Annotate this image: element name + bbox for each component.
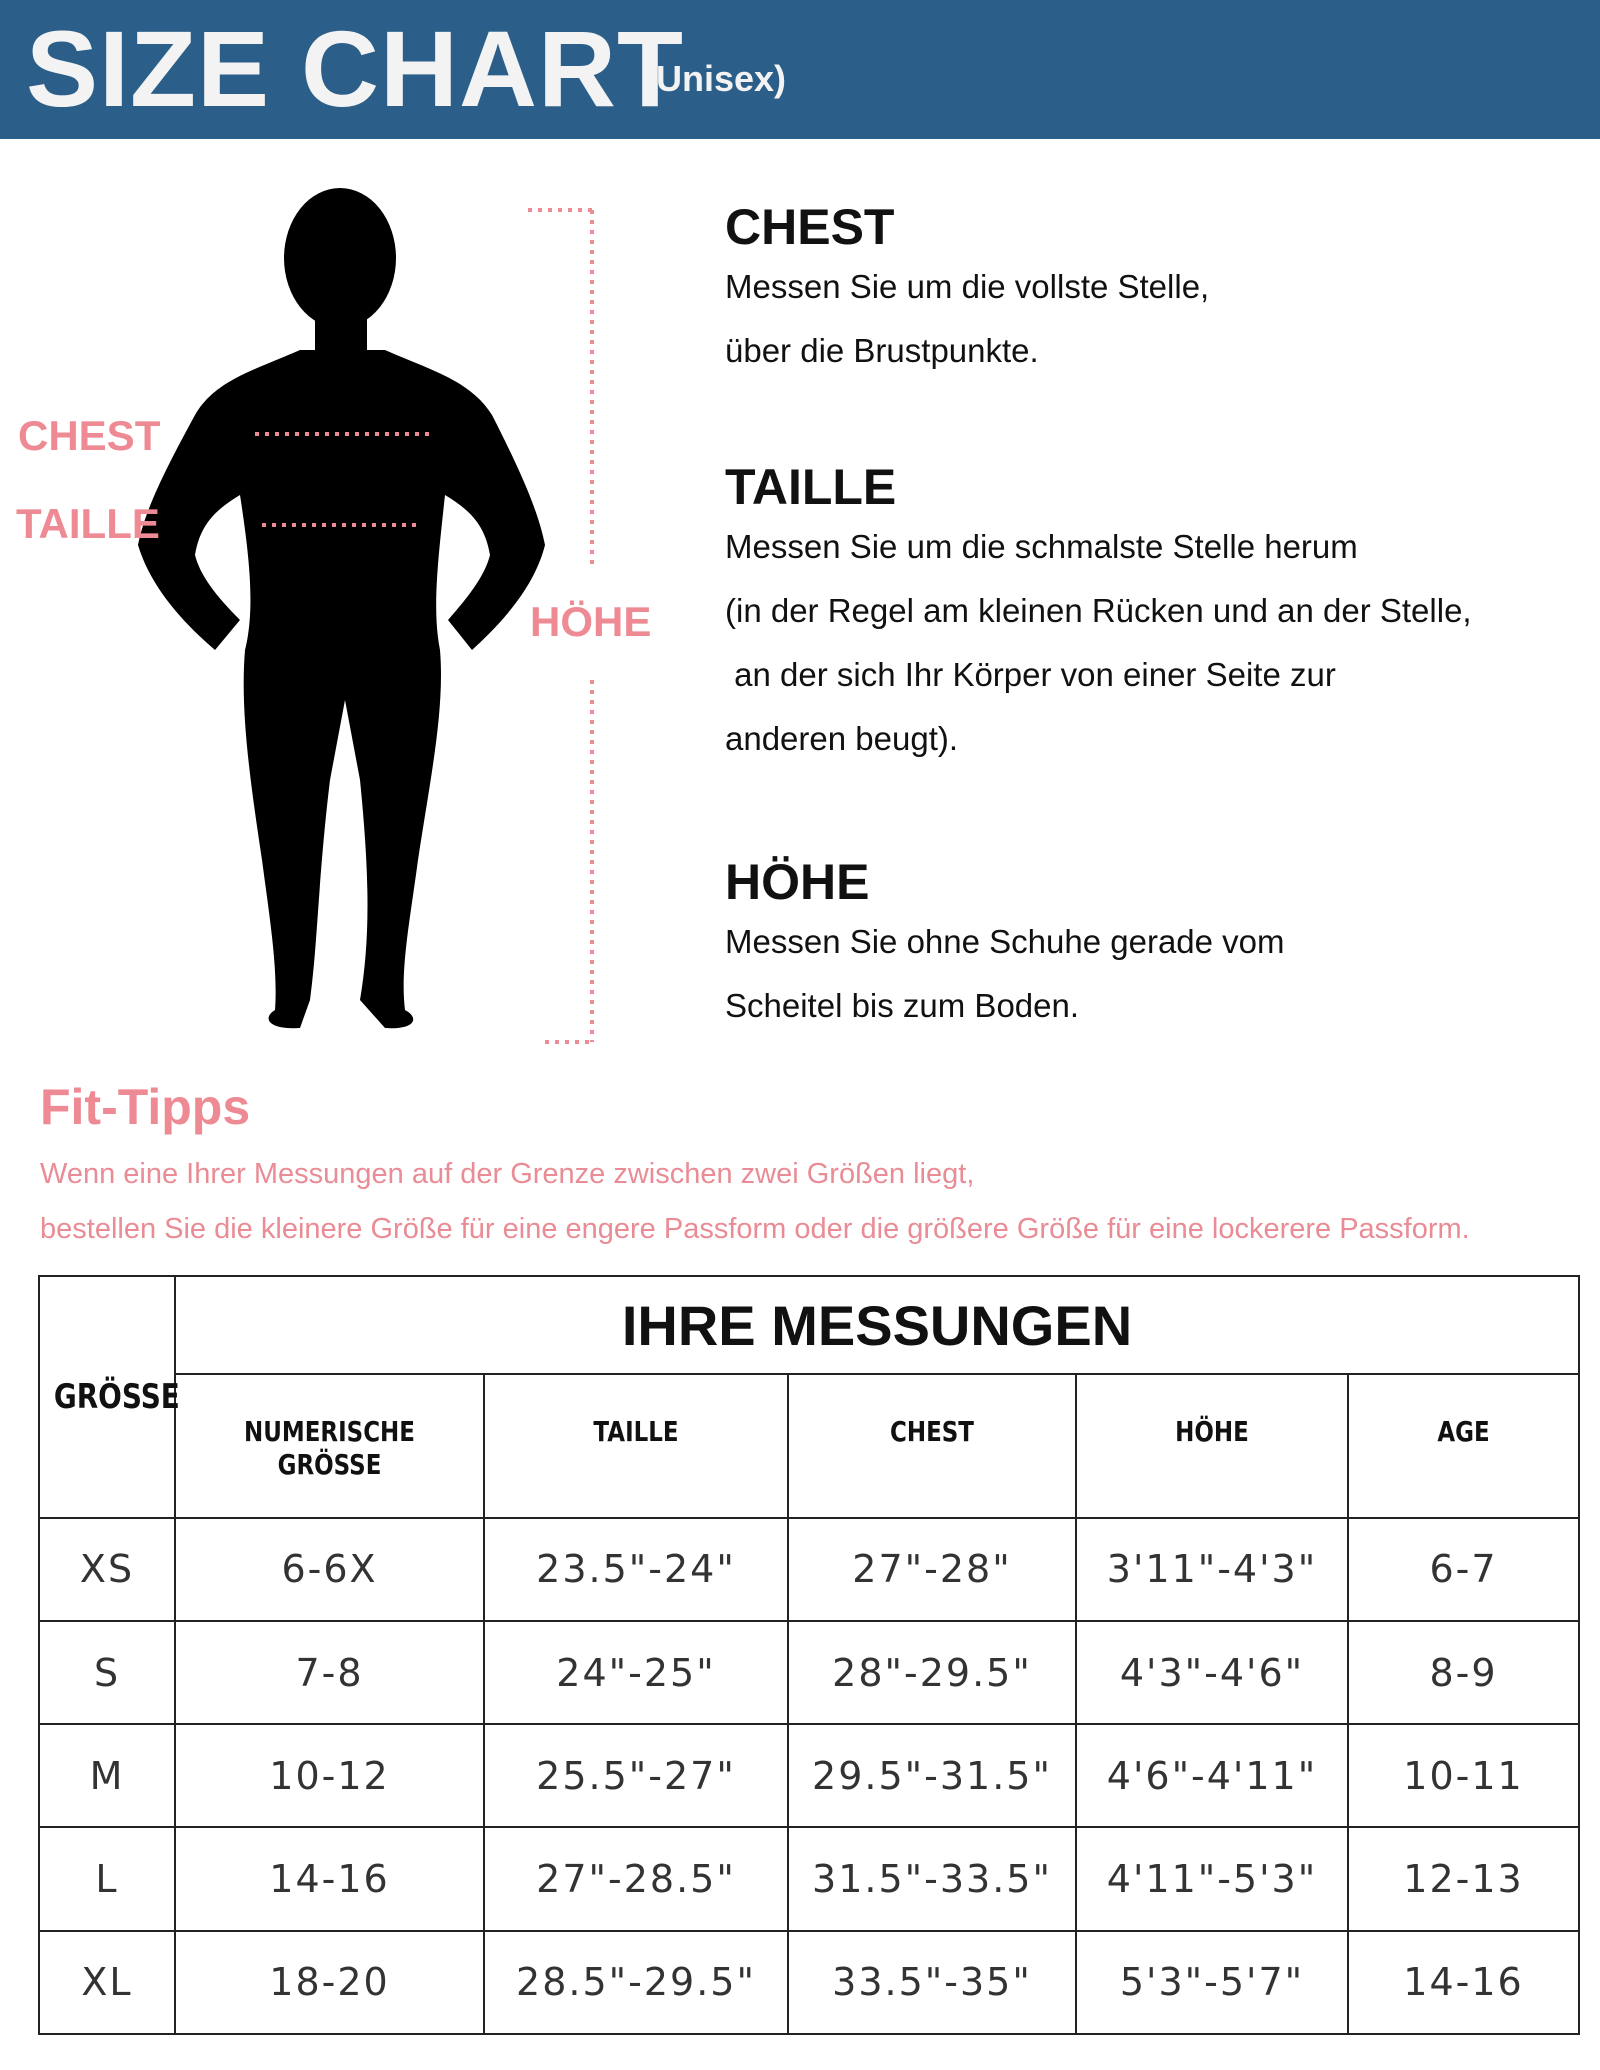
section-taille	[725, 460, 1575, 771]
section-line: über die Brustpunkte.	[725, 332, 1039, 369]
table-cell: 7-8	[175, 1621, 484, 1724]
table-cell-size: XS	[39, 1518, 175, 1621]
column-header-waist: TAILLE	[484, 1374, 788, 1518]
section-line: Messen Sie um die schmalste Stelle herum	[725, 528, 1358, 565]
figure-label-hoehe: HÖHE	[530, 598, 652, 645]
table-cell: 18-20	[175, 1931, 484, 2034]
fit-tips-line: bestellen Sie die kleinere Größe für eine engere Passform oder die größere Größe für eine lockerere Passform.	[40, 1213, 1470, 1245]
table-cell: 29.5"-31.5"	[788, 1724, 1076, 1827]
table-cell: 4'11"-5'3"	[1076, 1827, 1348, 1930]
table-cell: 14-16	[1348, 1931, 1579, 2034]
column-header-height: HÖHE	[1076, 1374, 1348, 1518]
table-cell: 23.5"-24"	[484, 1518, 788, 1621]
section-line: Messen Sie ohne Schuhe gerade vom	[725, 923, 1285, 960]
section-line: an der sich Ihr Körper von einer Seite zur	[725, 656, 1336, 693]
table-cell: 25.5"-27"	[484, 1724, 788, 1827]
table-cell: 6-7	[1348, 1518, 1579, 1621]
table-cell: 10-11	[1348, 1724, 1579, 1827]
section-line: Scheitel bis zum Boden.	[725, 987, 1080, 1024]
table-cell: 14-16	[175, 1827, 484, 1930]
page-title: SIZE CHART	[26, 8, 684, 129]
section-hoehe	[725, 855, 1575, 1038]
column-header-age: AGE	[1348, 1374, 1579, 1518]
size-column-header: GRÖSSE	[39, 1276, 175, 1518]
table-row	[39, 1724, 1579, 1827]
section-line: anderen beugt).	[725, 720, 959, 757]
section-line: Messen Sie um die vollste Stelle,	[725, 268, 1210, 305]
table-row	[39, 1931, 1579, 2034]
section-title: CHEST	[725, 199, 895, 255]
table-cell-size: L	[39, 1827, 175, 1930]
table-cell: 3'11"-4'3"	[1076, 1518, 1348, 1621]
column-header-numeric-size: NUMERISCHE GRÖSSE	[175, 1374, 484, 1518]
table-cell: 28"-29.5"	[788, 1621, 1076, 1724]
table-cell-size: S	[39, 1621, 175, 1724]
section-line: (in der Regel am kleinen Rücken und an der Stelle,	[725, 592, 1472, 629]
table-cell: 8-9	[1348, 1621, 1579, 1724]
table-cell-size: XL	[39, 1931, 175, 2034]
table-cell: 31.5"-33.5"	[788, 1827, 1076, 1930]
measurements-group-header: IHRE MESSUNGEN	[175, 1276, 1579, 1374]
table-cell: 6-6X	[175, 1518, 484, 1621]
figure-label-chest: CHEST	[18, 412, 161, 459]
page-subtitle: (Unisex)	[644, 58, 787, 99]
table-cell: 10-12	[175, 1724, 484, 1827]
column-header-chest: CHEST	[788, 1374, 1076, 1518]
fit-tips-title: Fit-Tipps	[40, 1079, 251, 1135]
table-cell: 4'3"-4'6"	[1076, 1621, 1348, 1724]
table-cell: 12-13	[1348, 1827, 1579, 1930]
body-figure	[0, 180, 700, 1060]
table-cell-size: M	[39, 1724, 175, 1827]
header-banner	[0, 0, 1600, 139]
fit-tips-line: Wenn eine Ihrer Messungen auf der Grenze zwischen zwei Größen liegt,	[40, 1158, 975, 1190]
size-table	[38, 1275, 1580, 2035]
table-row	[39, 1518, 1579, 1621]
table-row	[39, 1621, 1579, 1724]
table-cell: 33.5"-35"	[788, 1931, 1076, 2034]
section-title: HÖHE	[725, 854, 870, 910]
table-row	[39, 1827, 1579, 1930]
table-cell: 27"-28.5"	[484, 1827, 788, 1930]
section-title: TAILLE	[725, 459, 897, 515]
section-chest	[725, 200, 1575, 383]
table-cell: 5'3"-5'7"	[1076, 1931, 1348, 2034]
table-cell: 28.5"-29.5"	[484, 1931, 788, 2034]
table-cell: 27"-28"	[788, 1518, 1076, 1621]
figure-label-taille: TAILLE	[16, 500, 160, 547]
table-cell: 24"-25"	[484, 1621, 788, 1724]
table-cell: 4'6"-4'11"	[1076, 1724, 1348, 1827]
